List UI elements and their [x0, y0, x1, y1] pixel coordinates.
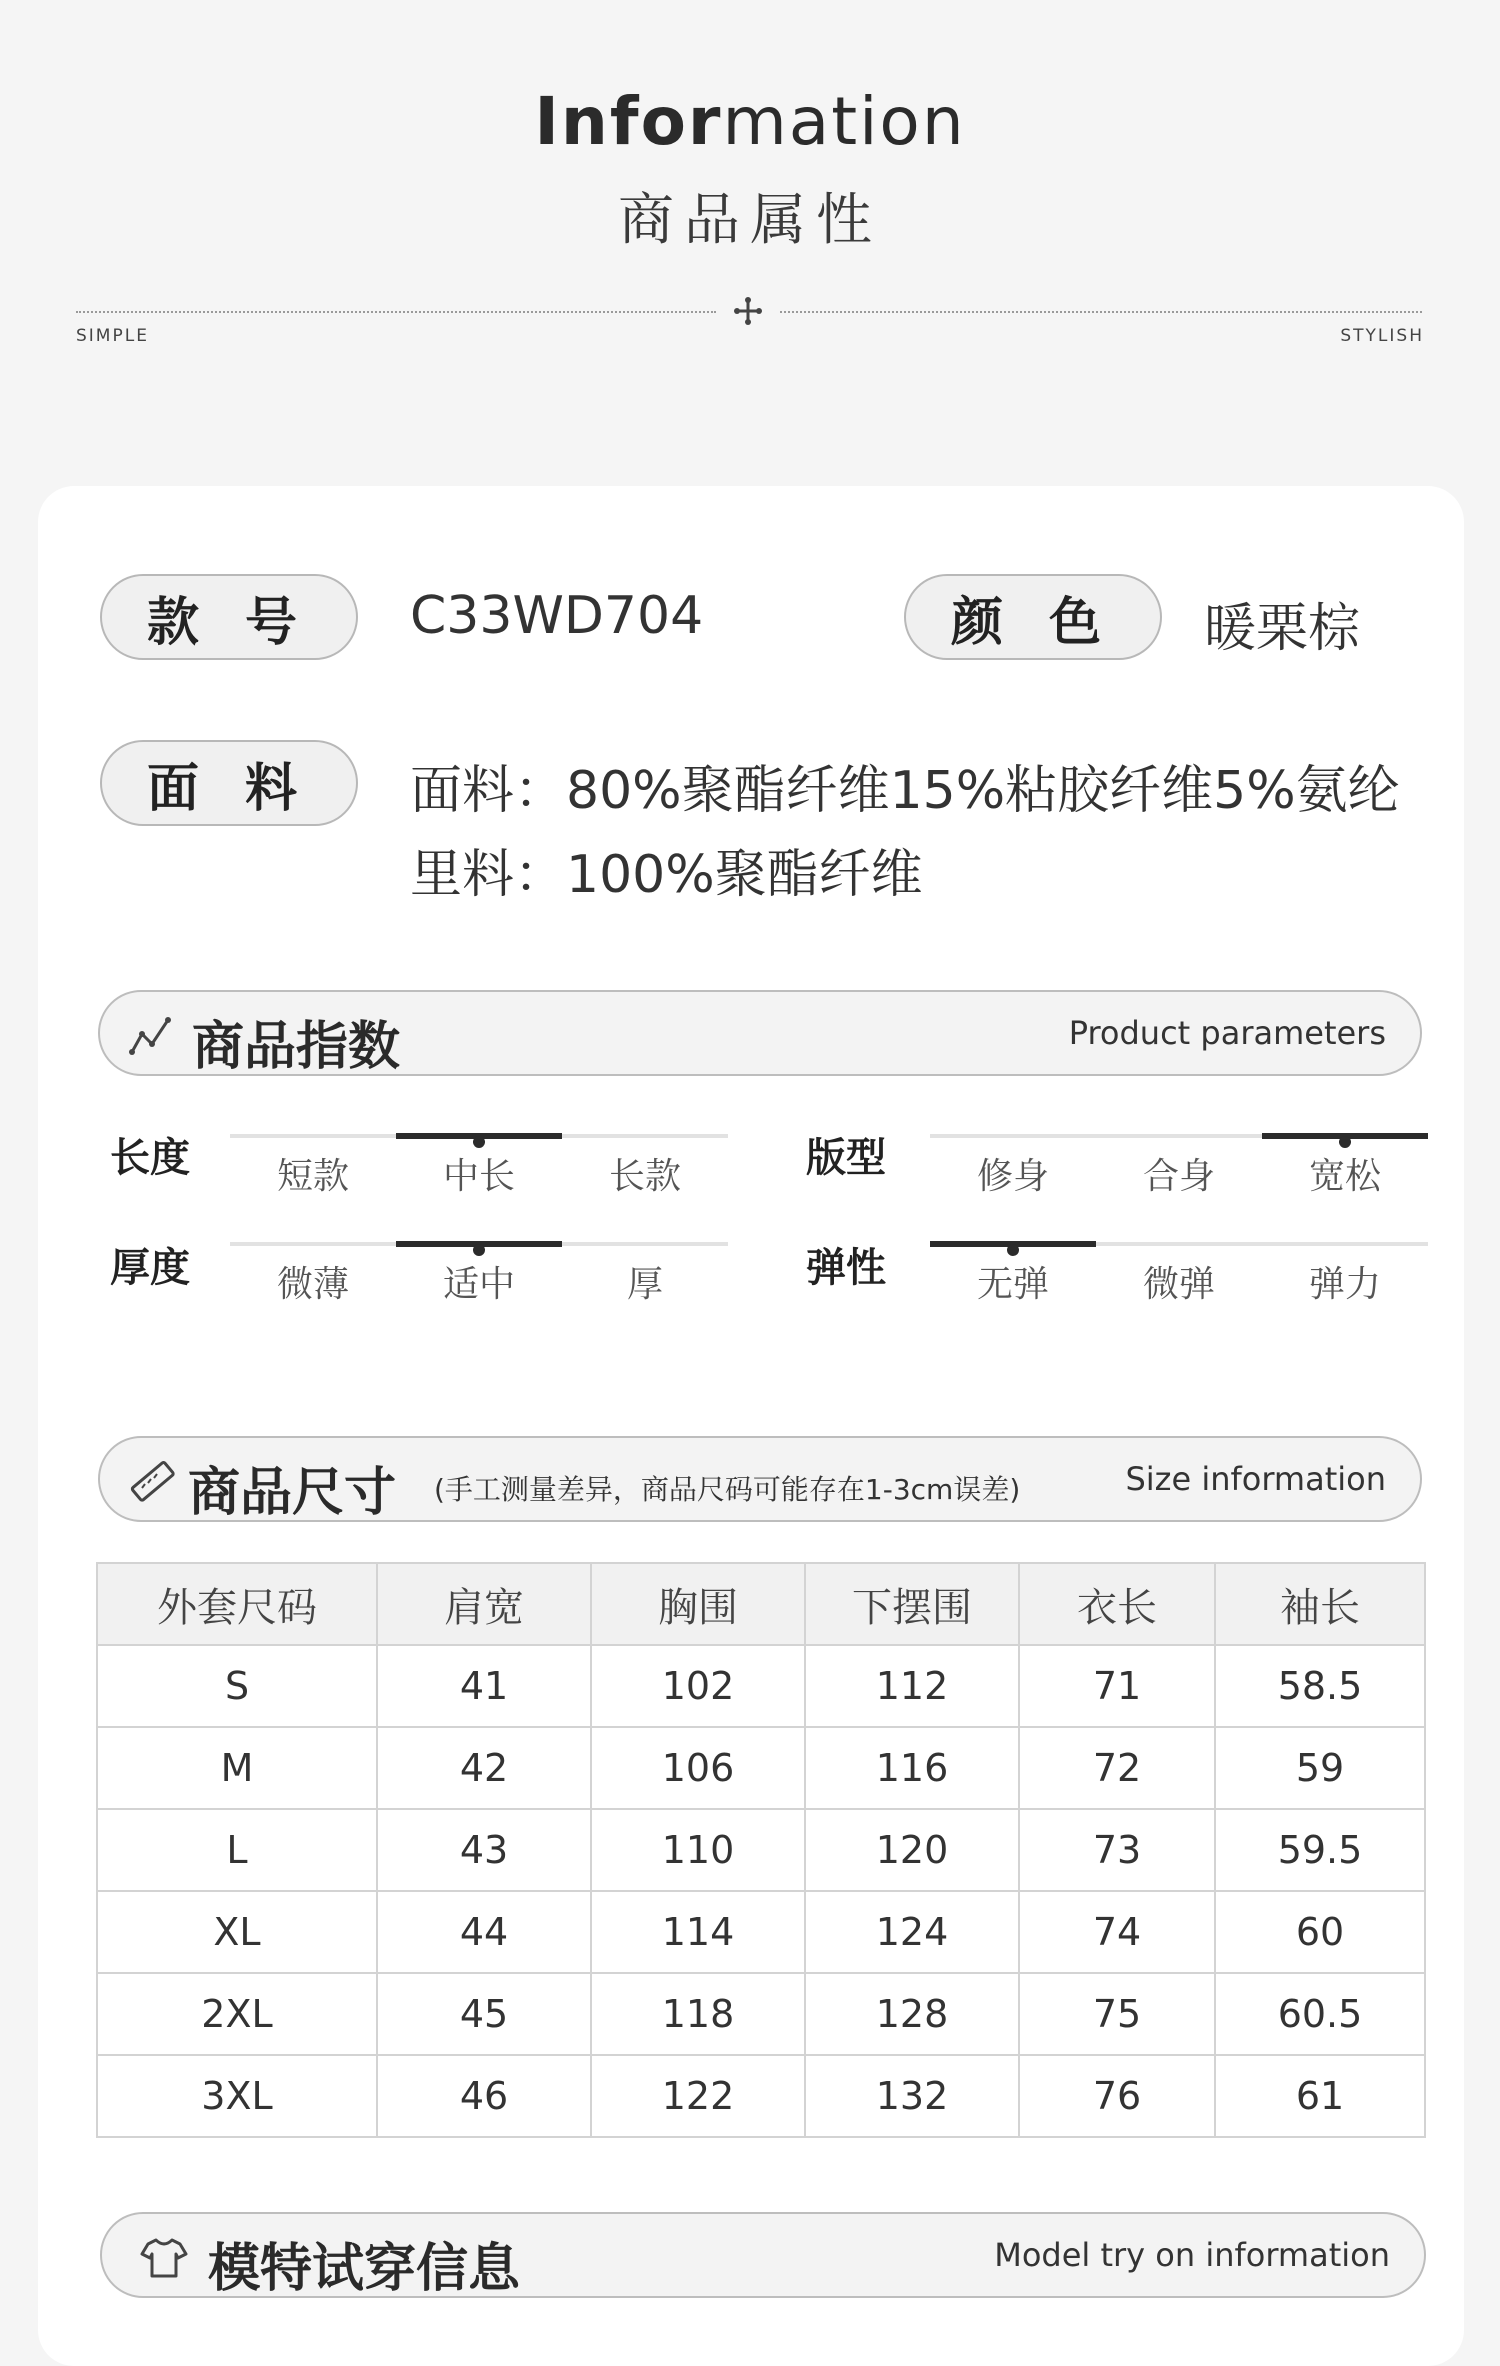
scale-option: 短款	[276, 1156, 349, 1197]
table-cell: S	[97, 1645, 377, 1727]
scale-option: 无弹	[976, 1264, 1049, 1305]
size-header-cell: 外套尺码	[97, 1563, 377, 1645]
size-header-cell: 袖长	[1215, 1563, 1425, 1645]
fabric-line-2: 里料：100%聚酯纤维	[410, 845, 923, 905]
shirt-icon	[140, 2234, 188, 2282]
table-row	[97, 1973, 1425, 2055]
scale-label: 版型	[806, 1135, 886, 1181]
table-row	[97, 1891, 1425, 1973]
size-header-cell: 肩宽	[377, 1563, 591, 1645]
table-cell: 124	[805, 1891, 1019, 1973]
stylish-word: STYLISH	[1340, 326, 1424, 346]
table-cell: M	[97, 1727, 377, 1809]
scale-label: 厚度	[110, 1245, 190, 1291]
size-info-bar	[98, 1436, 1422, 1522]
table-cell: 58.5	[1215, 1645, 1425, 1727]
size-info-title: 商品尺寸	[188, 1463, 397, 1523]
size-header-cell: 衣长	[1019, 1563, 1215, 1645]
scale-marker-dot	[473, 1244, 485, 1256]
size-header-cell: 下摆围	[805, 1563, 1019, 1645]
table-cell: 76	[1019, 2055, 1215, 2137]
table-row	[97, 1645, 1425, 1727]
color-label: 颜 色	[904, 574, 1162, 660]
table-cell: 45	[377, 1973, 591, 2055]
scale-option: 修身	[976, 1156, 1049, 1197]
table-cell: 132	[805, 2055, 1019, 2137]
scale-option: 微弹	[1142, 1264, 1215, 1305]
table-cell: 116	[805, 1727, 1019, 1809]
scale-option: 合身	[1142, 1156, 1215, 1197]
table-cell: 112	[805, 1645, 1019, 1727]
color-value: 暖栗棕	[1204, 599, 1361, 659]
page-subtitle: 商品属性	[618, 188, 882, 253]
scale-option: 宽松	[1308, 1156, 1381, 1197]
table-cell: 106	[591, 1727, 805, 1809]
table-cell: 71	[1019, 1645, 1215, 1727]
table-cell: 110	[591, 1809, 805, 1891]
scale-label: 长度	[110, 1135, 190, 1181]
table-cell: 60	[1215, 1891, 1425, 1973]
table-row	[97, 2055, 1425, 2137]
table-cell: 75	[1019, 1973, 1215, 2055]
size-table-header	[97, 1563, 1425, 1645]
model-info-en: Model try on information	[994, 2236, 1390, 2274]
product-index-en: Product parameters	[1068, 1014, 1386, 1052]
title-bold-part: Infor	[534, 83, 723, 160]
size-info-note: (手工测量差异，商品尺码可能存在1-3cm误差)	[434, 1473, 1021, 1506]
title-rest-part: mation	[722, 83, 966, 160]
scale-marker-dot	[473, 1136, 485, 1148]
table-cell: 114	[591, 1891, 805, 1973]
table-cell: 43	[377, 1809, 591, 1891]
scale-option: 适中	[442, 1264, 515, 1305]
fabric-line-1: 面料：80%聚酯纤维15%粘胶纤维5%氨纶	[410, 761, 1400, 821]
size-table-body	[97, 1645, 1425, 2137]
page-title	[0, 82, 1500, 162]
divider-left	[76, 311, 716, 313]
table-cell: 44	[377, 1891, 591, 1973]
table-cell: 120	[805, 1809, 1019, 1891]
style-no-value: C33WD704	[410, 586, 704, 646]
fabric-label: 面 料	[100, 740, 358, 826]
table-cell: 2XL	[97, 1973, 377, 2055]
scale-label: 弹性	[806, 1245, 886, 1291]
table-row	[97, 1727, 1425, 1809]
size-info-en: Size information	[1125, 1460, 1386, 1498]
scale-option: 弹力	[1308, 1264, 1381, 1305]
table-cell: 46	[377, 2055, 591, 2137]
product-index-title: 商品指数	[192, 1017, 401, 1077]
table-cell: XL	[97, 1891, 377, 1973]
table-cell: 72	[1019, 1727, 1215, 1809]
simple-word: SIMPLE	[76, 326, 149, 346]
scale-option: 微薄	[276, 1264, 349, 1305]
table-cell: 41	[377, 1645, 591, 1727]
table-cell: 74	[1019, 1891, 1215, 1973]
move-cross-icon	[734, 297, 762, 325]
table-cell: 102	[591, 1645, 805, 1727]
size-header-cell: 胸围	[591, 1563, 805, 1645]
model-info-title: 模特试穿信息	[208, 2239, 521, 2299]
scale-option: 长款	[608, 1156, 681, 1197]
table-cell: 59	[1215, 1727, 1425, 1809]
scale-marker-dot	[1339, 1136, 1351, 1148]
product-index-bar	[98, 990, 1422, 1076]
table-cell: 60.5	[1215, 1973, 1425, 2055]
table-cell: 3XL	[97, 2055, 377, 2137]
table-cell: 73	[1019, 1809, 1215, 1891]
ruler-icon	[128, 1458, 176, 1506]
scale-option: 厚	[626, 1264, 663, 1305]
table-cell: 61	[1215, 2055, 1425, 2137]
table-cell: 128	[805, 1973, 1019, 2055]
table-row	[97, 1809, 1425, 1891]
table-cell: 118	[591, 1973, 805, 2055]
table-cell: 42	[377, 1727, 591, 1809]
scale-marker-dot	[1007, 1244, 1019, 1256]
trend-icon	[128, 1012, 176, 1060]
table-cell: 122	[591, 2055, 805, 2137]
scale-option: 中长	[442, 1156, 515, 1197]
divider-right	[780, 311, 1422, 313]
table-cell: L	[97, 1809, 377, 1891]
model-info-bar	[100, 2212, 1426, 2298]
style-no-label: 款 号	[100, 574, 358, 660]
table-cell: 59.5	[1215, 1809, 1425, 1891]
size-table	[96, 1562, 1426, 2138]
